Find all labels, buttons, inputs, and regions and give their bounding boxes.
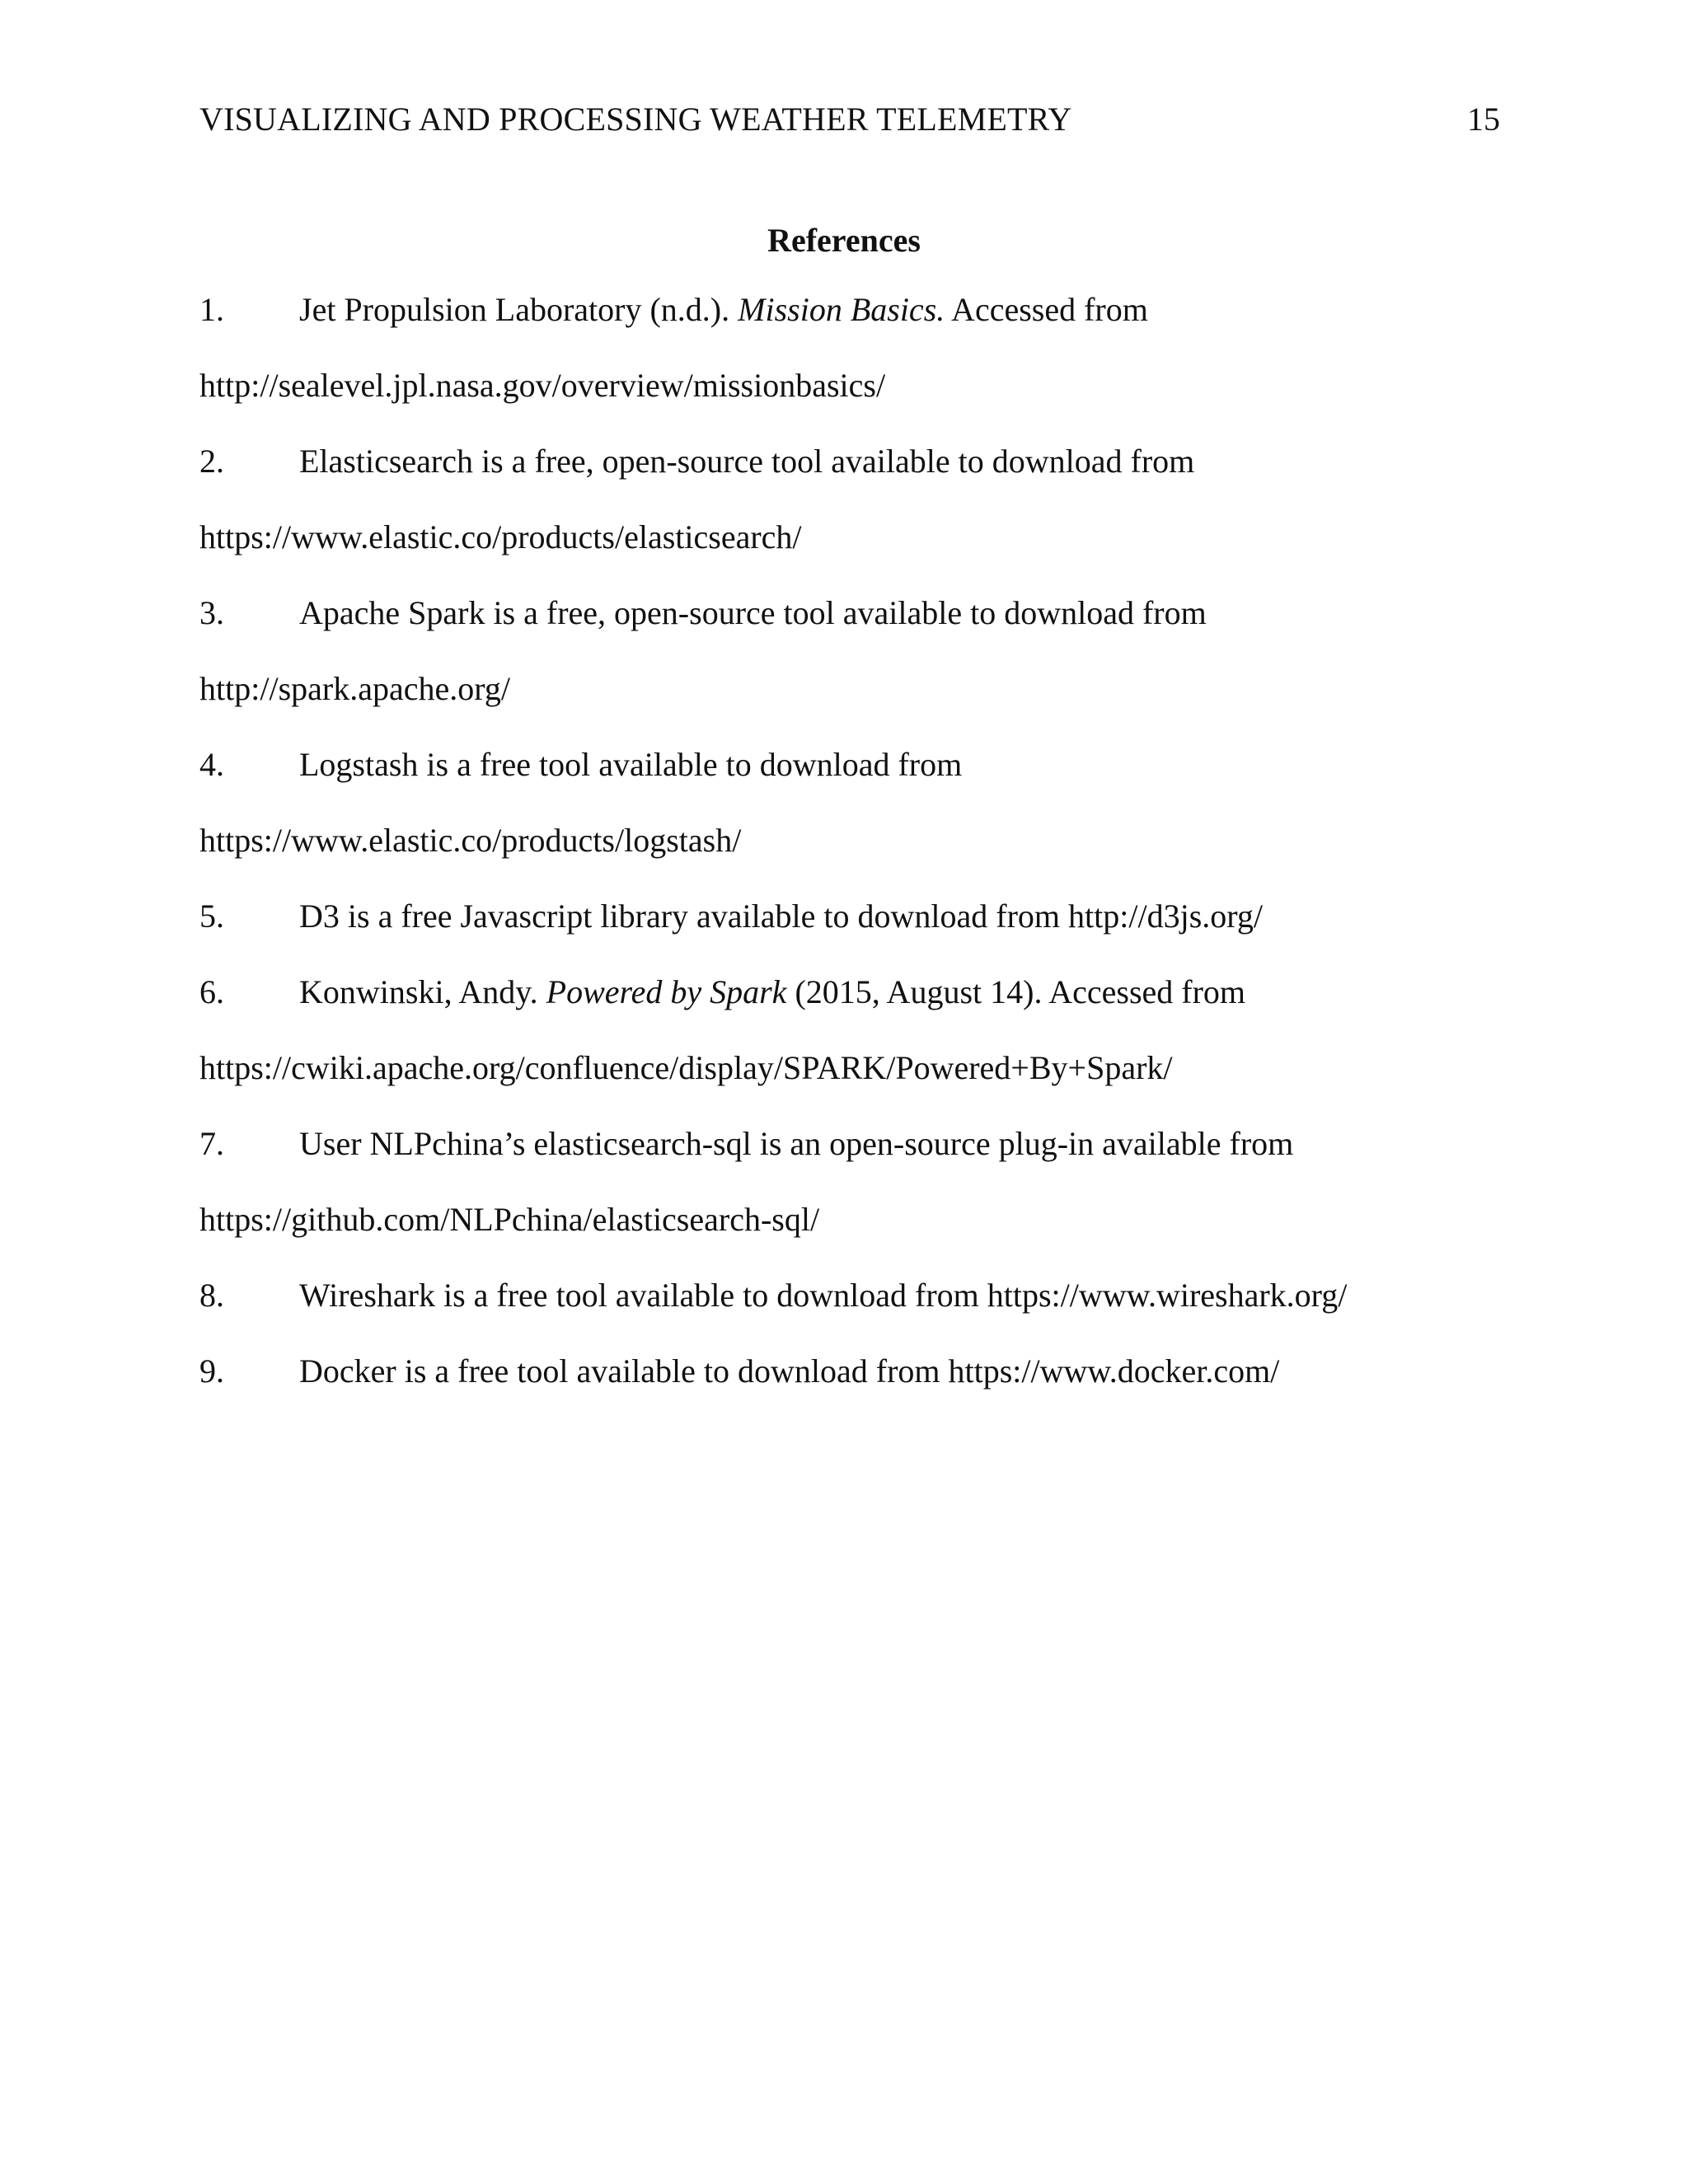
reference-url: http://spark.apache.org/ <box>199 670 510 707</box>
reference-item-7 <box>199 1106 1518 1258</box>
reference-text: Konwinski, Andy. <box>299 973 546 1010</box>
reference-item-1 <box>199 272 1518 424</box>
reference-title: Powered by Spark <box>546 973 787 1010</box>
reference-line <box>199 424 1518 499</box>
reference-list <box>199 272 1518 1409</box>
reference-text: Apache Spark is a free, open-source tool available to download from <box>299 594 1207 631</box>
reference-line <box>199 879 1518 954</box>
reference-number: 3. <box>199 594 224 631</box>
reference-url: https://www.elastic.co/products/elasticsearch/ <box>199 518 802 555</box>
reference-line <box>199 575 1518 651</box>
reference-text: Elasticsearch is a free, open-source tool available to download from <box>299 443 1195 480</box>
reference-number: 7. <box>199 1125 224 1162</box>
reference-text: Docker is a free tool available to download from https://www.docker.com/ <box>299 1352 1280 1390</box>
reference-item-6 <box>199 954 1518 1106</box>
reference-line <box>199 1106 1518 1182</box>
reference-number: 9. <box>199 1352 224 1390</box>
reference-text-tail: (2015, August 14). Accessed from <box>786 973 1246 1010</box>
reference-line <box>199 954 1518 1030</box>
reference-item-2 <box>199 424 1518 575</box>
reference-number: 5. <box>199 898 224 935</box>
reference-text: D3 is a free Javascript library available to download from http://d3js.org/ <box>299 898 1263 935</box>
reference-number: 8. <box>199 1277 224 1314</box>
reference-text: Logstash is a free tool available to download from <box>299 746 963 783</box>
reference-item-3 <box>199 575 1518 727</box>
reference-number: 2. <box>199 443 224 480</box>
reference-text: Jet Propulsion Laboratory (n.d.). <box>299 291 738 328</box>
reference-url: https://www.elastic.co/products/logstash/ <box>199 822 742 859</box>
reference-title: Mission Basics. <box>738 291 945 328</box>
reference-number: 6. <box>199 973 224 1010</box>
reference-item-5 <box>199 879 1518 954</box>
reference-item-9 <box>199 1333 1518 1409</box>
references-heading: References <box>767 221 921 259</box>
reference-line <box>199 272 1518 348</box>
reference-text: User NLPchina’s elasticsearch-sql is an open-source plug-in available from <box>299 1125 1294 1162</box>
reference-number: 1. <box>199 291 224 328</box>
reference-text-tail: Accessed from <box>945 291 1148 328</box>
reference-url: https://github.com/NLPchina/elasticsearch-sql/ <box>199 1201 820 1238</box>
reference-number: 4. <box>199 746 224 783</box>
reference-item-4 <box>199 727 1518 879</box>
page-number: 15 <box>1467 101 1500 138</box>
reference-url: https://cwiki.apache.org/confluence/display/SPARK/Powered+By+Spark/ <box>199 1049 1173 1086</box>
running-head: VISUALIZING AND PROCESSING WEATHER TELEMETRY <box>199 101 1072 138</box>
reference-item-8 <box>199 1258 1518 1333</box>
reference-url: http://sealevel.jpl.nasa.gov/overview/missionbasics/ <box>199 367 886 404</box>
reference-line <box>199 1258 1518 1333</box>
reference-line <box>199 727 1518 803</box>
reference-text: Wireshark is a free tool available to download from https://www.wireshark.org/ <box>299 1277 1348 1314</box>
reference-line <box>199 1333 1518 1409</box>
